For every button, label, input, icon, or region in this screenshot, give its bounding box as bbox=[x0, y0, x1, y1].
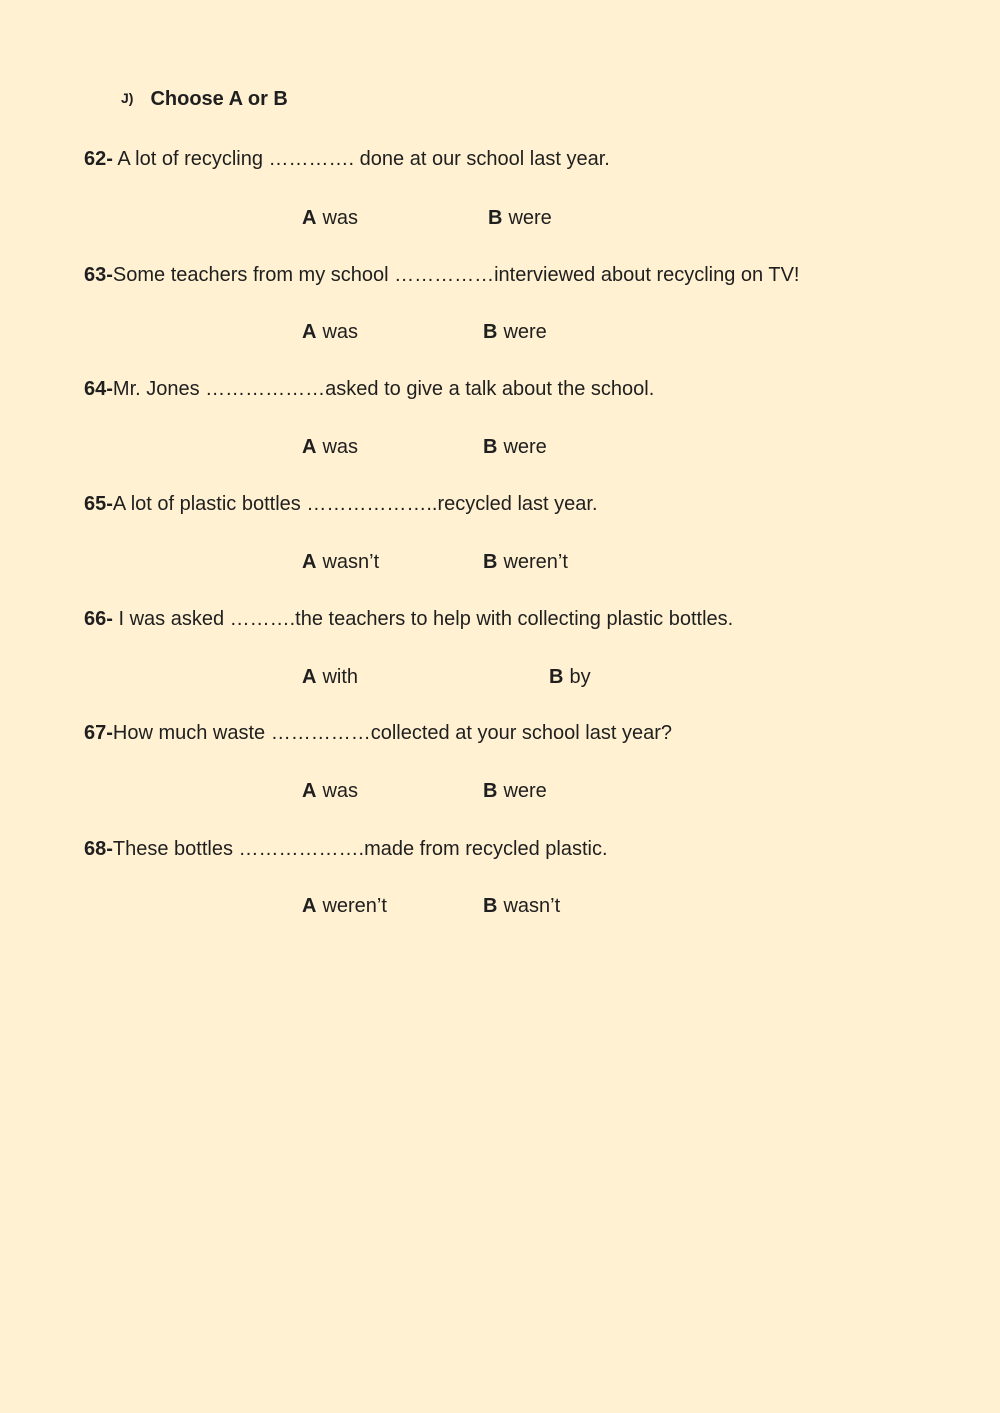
option-key: B bbox=[483, 436, 498, 458]
question-number: 63- bbox=[84, 264, 113, 286]
question-66 bbox=[84, 608, 733, 631]
option-b[interactable] bbox=[483, 551, 568, 574]
option-key: A bbox=[302, 321, 317, 343]
option-b[interactable] bbox=[483, 321, 547, 344]
section-letter: J) bbox=[121, 90, 134, 106]
option-a[interactable] bbox=[302, 551, 379, 574]
question-text: A lot of recycling …………. done at our school last year. bbox=[112, 148, 610, 170]
question-number: 65- bbox=[84, 493, 113, 515]
option-a[interactable] bbox=[302, 666, 358, 689]
option-key: B bbox=[483, 895, 498, 917]
option-text: was bbox=[322, 780, 359, 802]
option-key: A bbox=[302, 780, 317, 802]
option-b[interactable] bbox=[549, 666, 591, 689]
option-text: were bbox=[503, 780, 547, 802]
question-62 bbox=[84, 148, 610, 171]
option-text: was bbox=[322, 321, 359, 343]
option-key: A bbox=[302, 551, 317, 573]
question-text: How much waste ……………collected at your school last year? bbox=[112, 722, 673, 744]
question-text: A lot of plastic bottles ………………..recycled last year. bbox=[112, 493, 598, 515]
option-text: weren’t bbox=[503, 551, 568, 573]
option-text: wasn’t bbox=[322, 551, 380, 573]
option-text: weren’t bbox=[322, 895, 387, 917]
question-65 bbox=[84, 493, 598, 516]
option-key: A bbox=[302, 436, 317, 458]
option-a[interactable] bbox=[302, 207, 358, 230]
question-text: These bottles ……………….made from recycled plastic. bbox=[112, 838, 608, 860]
option-key: B bbox=[483, 780, 498, 802]
option-text: were bbox=[508, 207, 552, 229]
section-heading: Choose A or B bbox=[150, 88, 288, 110]
option-a[interactable] bbox=[302, 895, 387, 918]
option-a[interactable] bbox=[302, 321, 358, 344]
option-a[interactable] bbox=[302, 436, 358, 459]
option-b[interactable] bbox=[483, 780, 547, 803]
option-key: B bbox=[549, 666, 564, 688]
option-key: B bbox=[488, 207, 503, 229]
option-text: was bbox=[322, 207, 359, 229]
option-b[interactable] bbox=[483, 436, 547, 459]
option-key: A bbox=[302, 207, 317, 229]
question-63 bbox=[84, 264, 799, 287]
question-text: Some teachers from my school ……………interviewed about recycling on TV! bbox=[112, 264, 800, 286]
option-a[interactable] bbox=[302, 780, 358, 803]
option-key: B bbox=[483, 321, 498, 343]
option-text: were bbox=[503, 321, 547, 343]
option-text: by bbox=[569, 666, 591, 688]
question-number: 68- bbox=[84, 838, 113, 860]
option-text: was bbox=[322, 436, 359, 458]
section-title bbox=[121, 88, 288, 111]
option-key: A bbox=[302, 666, 317, 688]
option-text: wasn’t bbox=[503, 895, 561, 917]
option-b[interactable] bbox=[483, 895, 560, 918]
option-text: with bbox=[322, 666, 359, 688]
option-b[interactable] bbox=[488, 207, 552, 230]
question-number: 62- bbox=[84, 148, 113, 170]
option-text: were bbox=[503, 436, 547, 458]
question-number: 67- bbox=[84, 722, 113, 744]
question-number: 64- bbox=[84, 378, 113, 400]
question-text: Mr. Jones ………………asked to give a talk about the school. bbox=[112, 378, 655, 400]
question-68 bbox=[84, 838, 608, 861]
option-key: A bbox=[302, 895, 317, 917]
question-number: 66- bbox=[84, 608, 113, 630]
question-64 bbox=[84, 378, 654, 401]
question-67 bbox=[84, 722, 672, 745]
question-text: I was asked ……….the teachers to help with collecting plastic bottles. bbox=[112, 608, 734, 630]
option-key: B bbox=[483, 551, 498, 573]
